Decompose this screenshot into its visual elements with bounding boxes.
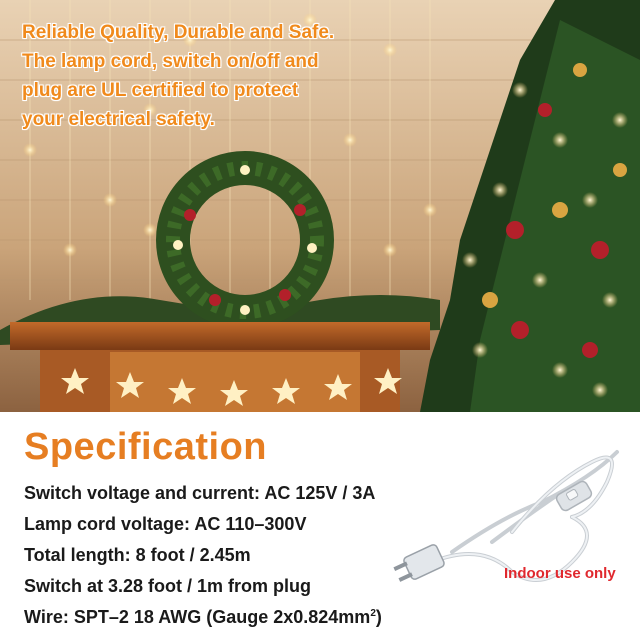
spec-item-text: Total length: 8 foot / 2.45m	[24, 545, 251, 565]
indoor-use-note: Indoor use only	[504, 565, 616, 582]
spec-list	[24, 478, 382, 629]
spec-item-cord-voltage	[24, 509, 382, 540]
headline-line-3: plug are UL certified to protect	[22, 80, 299, 101]
spec-item-tail: )	[375, 607, 382, 627]
headline	[22, 18, 382, 134]
headline-line-2: The lamp cord, switch on/off and	[22, 51, 319, 72]
mantel-shelf	[10, 322, 430, 350]
spec-item-superscript: 2	[370, 608, 376, 619]
spec-item-text: Wire: SPT–2 18 AWG (Gauge 2x0.824mm	[24, 607, 371, 627]
spec-item-wire	[24, 602, 382, 629]
headline-line-4: your electrical safety.	[22, 109, 215, 130]
spec-item-text: Lamp cord voltage: AC 110–300V	[24, 514, 307, 534]
spec-item-switch-voltage	[24, 478, 382, 509]
spec-item-text: Switch at 3.28 foot / 1m from plug	[24, 576, 312, 596]
spec-item-switch-position	[24, 571, 382, 602]
spec-item-total-length	[24, 540, 382, 571]
headline-line-1: Reliable Quality, Durable and Safe.	[22, 22, 335, 43]
spec-title: Specification	[24, 426, 267, 468]
spec-item-text: Switch voltage and current: AC 125V / 3A	[24, 483, 376, 503]
fireplace-glow	[110, 352, 360, 412]
specification-panel	[0, 412, 640, 629]
